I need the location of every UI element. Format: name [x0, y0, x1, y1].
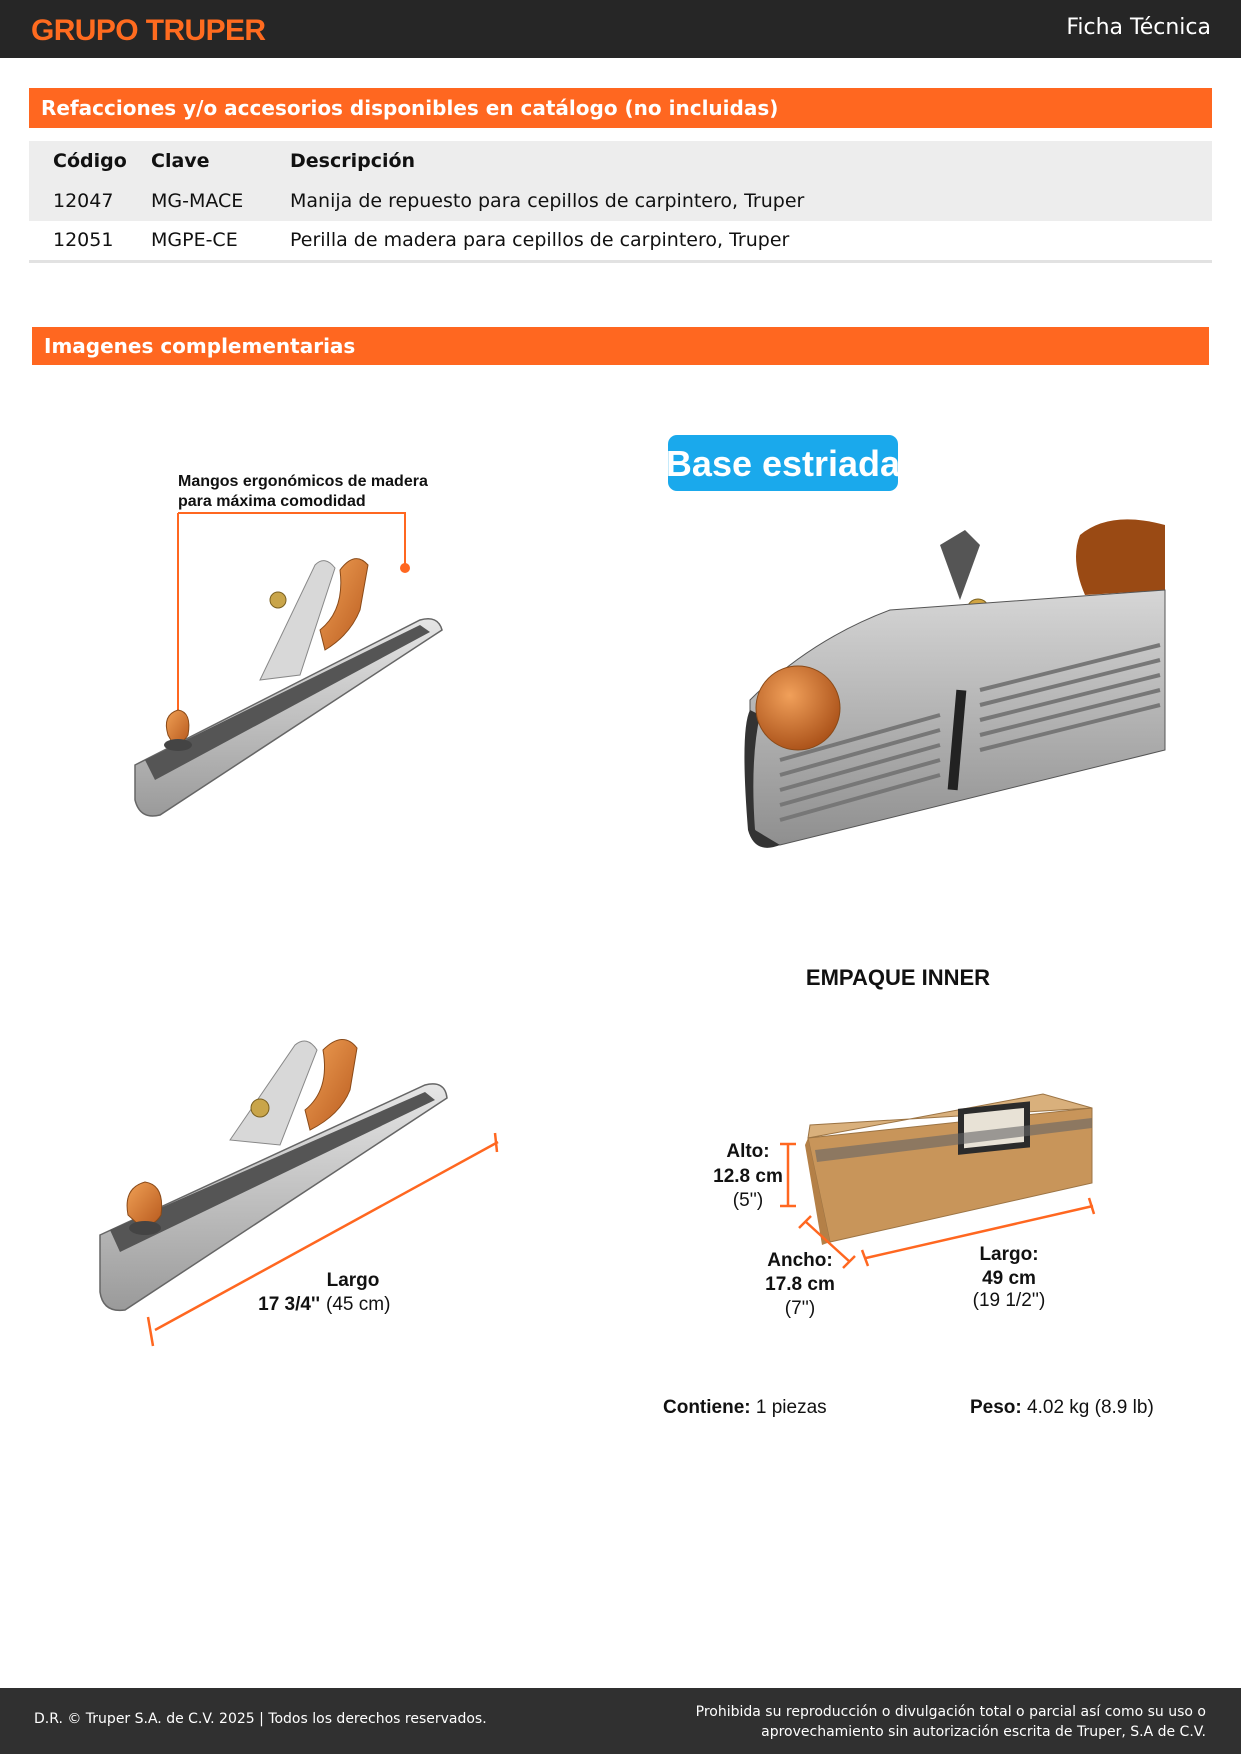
contiene-value: 1 piezas [755, 1397, 827, 1418]
base-badge-text: Base estriada [665, 443, 901, 484]
hand-plane-icon [100, 1039, 447, 1310]
package-weight [970, 1397, 1154, 1419]
ribbed-base-image [660, 430, 1170, 860]
ancho-label: Ancho: [767, 1250, 833, 1271]
alto-label: Alto: [726, 1141, 770, 1162]
cell-codigo: 12051 [29, 221, 151, 261]
length-value-inches: 17 3/4'' [258, 1294, 320, 1315]
alto-cm: 12.8 cm [713, 1166, 783, 1187]
largo-cm: 49 cm [982, 1268, 1036, 1289]
legal-notice-line2: aprovechamiento sin autorización escrita de Truper, S.A de C.V. [761, 1724, 1206, 1740]
cell-clave: MGPE-CE [151, 221, 290, 261]
largo-label: Largo: [979, 1244, 1039, 1265]
page-header [0, 0, 1241, 58]
callout-text-line1: Mangos ergonómicos de madera [178, 473, 428, 490]
contiene-label: Contiene: [663, 1397, 751, 1418]
ancho-in: (7'') [784, 1298, 816, 1319]
table-header-row [29, 141, 1212, 181]
copyright-text: D.R. © Truper S.A. de C.V. 2025 | Todos los derechos reservados. [34, 1711, 487, 1727]
column-header-descripcion: Descripción [290, 141, 1212, 181]
column-header-codigo: Código [29, 141, 151, 181]
cell-codigo: 12047 [29, 181, 151, 221]
column-header-clave: Clave [151, 141, 290, 181]
hand-plane-icon [135, 559, 442, 816]
legal-notice [646, 1702, 1206, 1742]
ribbed-base-icon [744, 519, 1165, 847]
accessories-table [29, 141, 1212, 263]
callout-text-line2: para máxima comodidad [178, 493, 366, 510]
callout-dot [400, 563, 410, 573]
legal-notice-line1: Prohibida su reproducción o divulgación total o parcial así como su uso o [695, 1704, 1206, 1720]
package-title: EMPAQUE INNER [805, 965, 991, 990]
cell-clave: MG-MACE [151, 181, 290, 221]
cardboard-box-icon [805, 1094, 1092, 1245]
length-value-metric: (45 cm) [326, 1294, 391, 1315]
alto-in: (5'') [732, 1190, 764, 1211]
table-row [29, 181, 1212, 221]
images-section-title: Imagenes complementarias [32, 327, 1209, 365]
document-type-label: Ficha Técnica [1066, 15, 1211, 40]
brand-logo: GRUPO TRUPER [31, 14, 266, 47]
peso-value: 4.02 kg (8.9 lb) [1027, 1397, 1154, 1418]
cell-descripcion: Perilla de madera para cepillos de carpintero, Truper [290, 221, 1212, 261]
callout-line [178, 513, 405, 568]
package-box-image [700, 1080, 1120, 1340]
length-label: Largo [326, 1270, 380, 1291]
largo-in: (19 1/2'') [972, 1290, 1046, 1311]
table-row [29, 221, 1212, 261]
ancho-cm: 17.8 cm [765, 1274, 835, 1295]
page-footer [0, 1688, 1241, 1754]
peso-label: Peso: [970, 1397, 1022, 1418]
hand-plane-handles-image [120, 460, 520, 830]
package-contents [663, 1397, 827, 1419]
accessories-section-title: Refacciones y/o accesorios disponibles en catálogo (no incluidas) [29, 88, 1212, 128]
cell-descripcion: Manija de repuesto para cepillos de carpintero, Truper [290, 181, 1212, 221]
hand-plane-length-image [95, 1030, 515, 1355]
